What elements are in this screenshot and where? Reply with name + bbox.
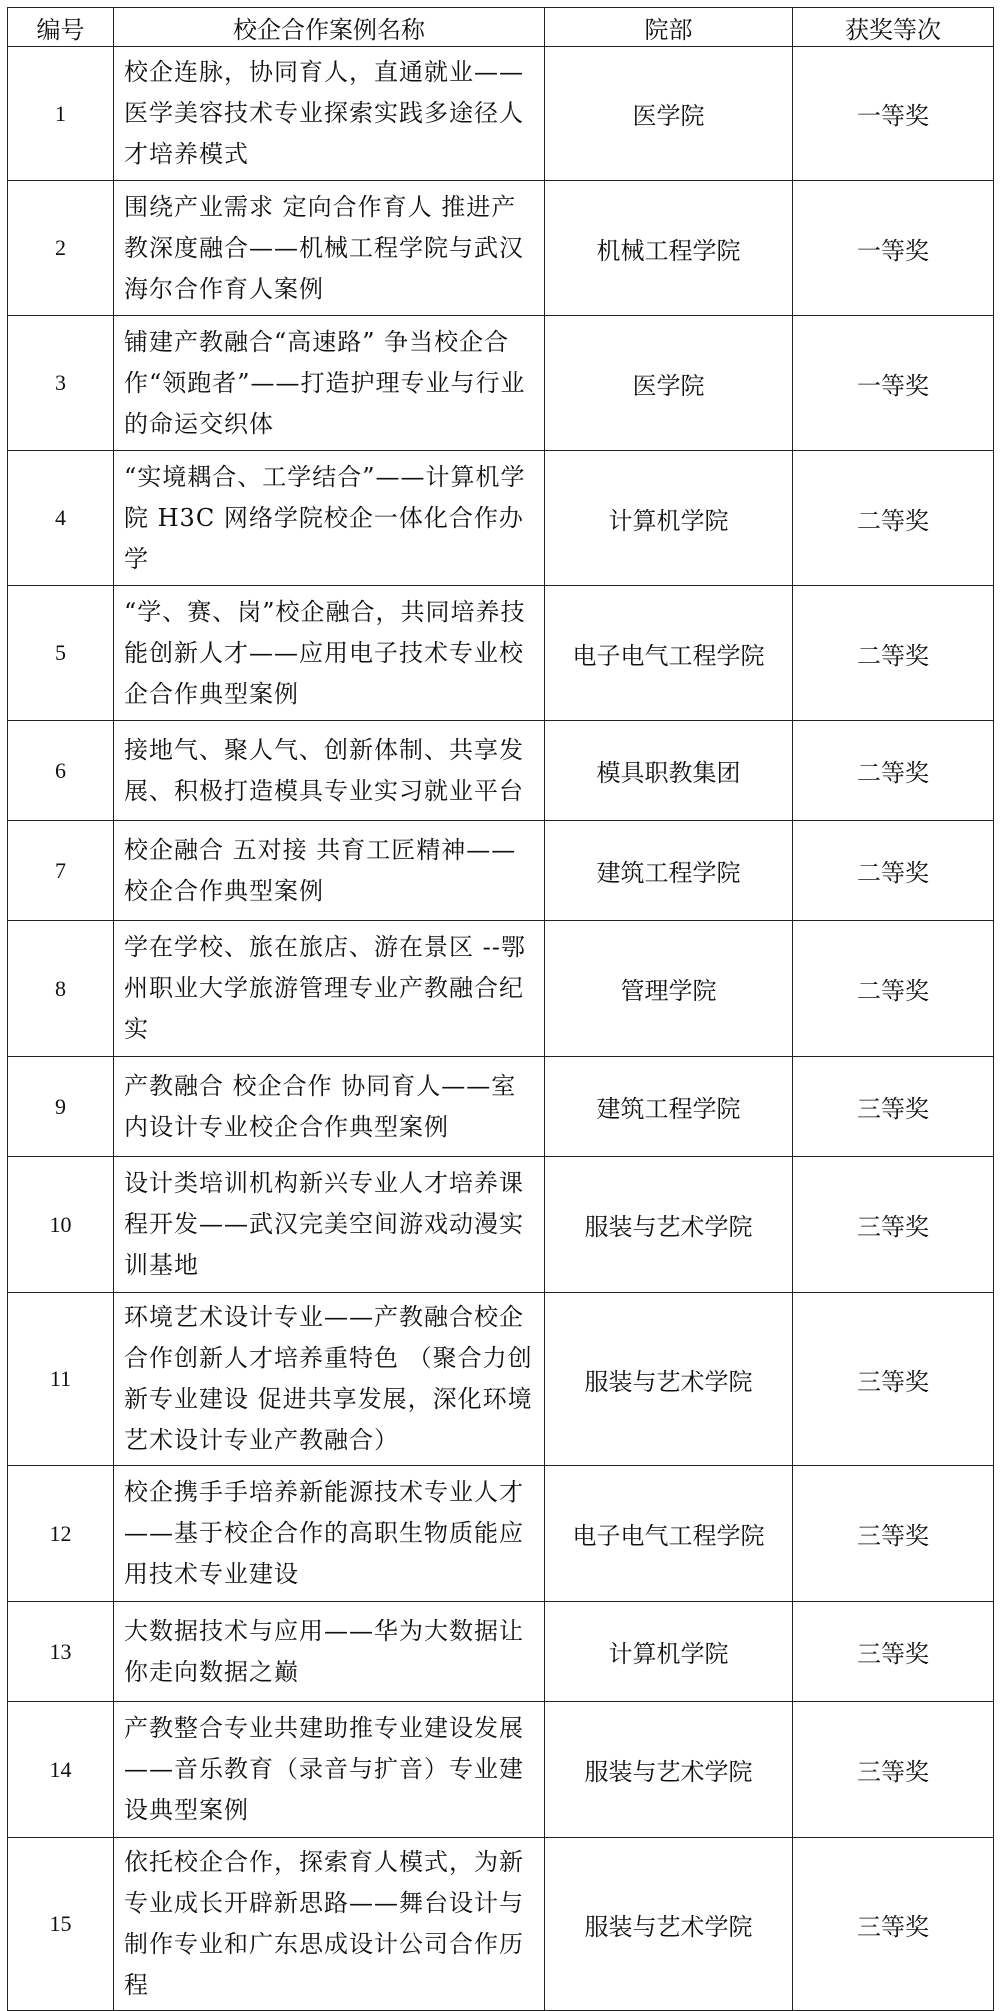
case-name: 环境艺术设计专业——产教融合校企合作创新人才培养重特色 （聚合力创新专业建设 促进共享发展，深化环境艺术设计专业产教融合）	[114, 1293, 545, 1466]
row-number: 15	[8, 1838, 114, 2011]
table-row	[8, 47, 994, 181]
header-award: 获奖等次	[793, 8, 994, 47]
department: 医学院	[545, 316, 793, 451]
award-level: 三等奖	[793, 1293, 994, 1466]
header-number: 编号	[8, 8, 114, 47]
table-row	[8, 1057, 994, 1157]
award-level: 三等奖	[793, 1602, 994, 1702]
row-number: 11	[8, 1293, 114, 1466]
table-row	[8, 821, 994, 921]
table-header	[8, 8, 994, 47]
table-body	[8, 47, 994, 2011]
department: 计算机学院	[545, 1602, 793, 1702]
case-name: 产教整合专业共建助推专业建设发展——音乐教育（录音与扩音）专业建设典型案例	[114, 1702, 545, 1838]
department: 服装与艺术学院	[545, 1157, 793, 1293]
award-level: 一等奖	[793, 47, 994, 181]
row-number: 10	[8, 1157, 114, 1293]
table-row	[8, 1602, 994, 1702]
row-number: 2	[8, 181, 114, 316]
award-level: 三等奖	[793, 1466, 994, 1602]
award-level: 二等奖	[793, 451, 994, 586]
case-name: 铺建产教融合“高速路” 争当校企合作“领跑者”——打造护理专业与行业的命运交织体	[114, 316, 545, 451]
case-name: 学在学校、旅在旅店、游在景区 --鄂州职业大学旅游管理专业产教融合纪实	[114, 921, 545, 1057]
header-department: 院部	[545, 8, 793, 47]
row-number: 14	[8, 1702, 114, 1838]
row-number: 5	[8, 586, 114, 721]
case-name: 接地气、聚人气、创新体制、共享发展、积极打造模具专业实习就业平台	[114, 721, 545, 821]
case-name: “学、赛、岗”校企融合，共同培养技能创新人才——应用电子技术专业校企合作典型案例	[114, 586, 545, 721]
row-number: 7	[8, 821, 114, 921]
table-row	[8, 1293, 994, 1466]
department: 管理学院	[545, 921, 793, 1057]
award-level: 三等奖	[793, 1157, 994, 1293]
case-name: 产教融合 校企合作 协同育人——室内设计专业校企合作典型案例	[114, 1057, 545, 1157]
row-number: 9	[8, 1057, 114, 1157]
case-name: “实境耦合、工学结合”——计算机学院 H3C 网络学院校企一体化合作办学	[114, 451, 545, 586]
table-row	[8, 586, 994, 721]
row-number: 13	[8, 1602, 114, 1702]
department: 模具职教集团	[545, 721, 793, 821]
department: 服装与艺术学院	[545, 1293, 793, 1466]
row-number: 4	[8, 451, 114, 586]
table-row	[8, 1838, 994, 2011]
row-number: 6	[8, 721, 114, 821]
department: 计算机学院	[545, 451, 793, 586]
row-number: 12	[8, 1466, 114, 1602]
award-level: 二等奖	[793, 921, 994, 1057]
award-level: 一等奖	[793, 181, 994, 316]
award-level: 三等奖	[793, 1702, 994, 1838]
department: 机械工程学院	[545, 181, 793, 316]
department: 服装与艺术学院	[545, 1702, 793, 1838]
award-level: 二等奖	[793, 586, 994, 721]
table-row	[8, 1702, 994, 1838]
department: 医学院	[545, 47, 793, 181]
row-number: 1	[8, 47, 114, 181]
award-level: 一等奖	[793, 316, 994, 451]
header-row	[8, 8, 994, 47]
table-row	[8, 181, 994, 316]
table-row	[8, 316, 994, 451]
table-row	[8, 921, 994, 1057]
department: 电子电气工程学院	[545, 586, 793, 721]
table-row	[8, 721, 994, 821]
table-row	[8, 1157, 994, 1293]
department: 建筑工程学院	[545, 1057, 793, 1157]
case-name: 设计类培训机构新兴专业人才培养课程开发——武汉完美空间游戏动漫实训基地	[114, 1157, 545, 1293]
award-level: 二等奖	[793, 721, 994, 821]
department: 电子电气工程学院	[545, 1466, 793, 1602]
case-name: 校企连脉，协同育人，直通就业——医学美容技术专业探索实践多途径人才培养模式	[114, 47, 545, 181]
case-name: 校企携手手培养新能源技术专业人才——基于校企合作的高职生物质能应用技术专业建设	[114, 1466, 545, 1602]
department: 建筑工程学院	[545, 821, 793, 921]
case-name: 依托校企合作，探索育人模式，为新专业成长开辟新思路——舞台设计与制作专业和广东思成设计公司合作历程	[114, 1838, 545, 2011]
department: 服装与艺术学院	[545, 1838, 793, 2011]
row-number: 3	[8, 316, 114, 451]
award-level: 三等奖	[793, 1057, 994, 1157]
table-row	[8, 1466, 994, 1602]
award-level: 三等奖	[793, 1838, 994, 2011]
table-row	[8, 451, 994, 586]
case-name: 校企融合 五对接 共育工匠精神——校企合作典型案例	[114, 821, 545, 921]
award-table	[7, 7, 994, 2011]
case-name: 围绕产业需求 定向合作育人 推进产教深度融合——机械工程学院与武汉海尔合作育人案例	[114, 181, 545, 316]
award-level: 二等奖	[793, 821, 994, 921]
header-case-name: 校企合作案例名称	[114, 8, 545, 47]
case-name: 大数据技术与应用——华为大数据让你走向数据之巅	[114, 1602, 545, 1702]
row-number: 8	[8, 921, 114, 1057]
